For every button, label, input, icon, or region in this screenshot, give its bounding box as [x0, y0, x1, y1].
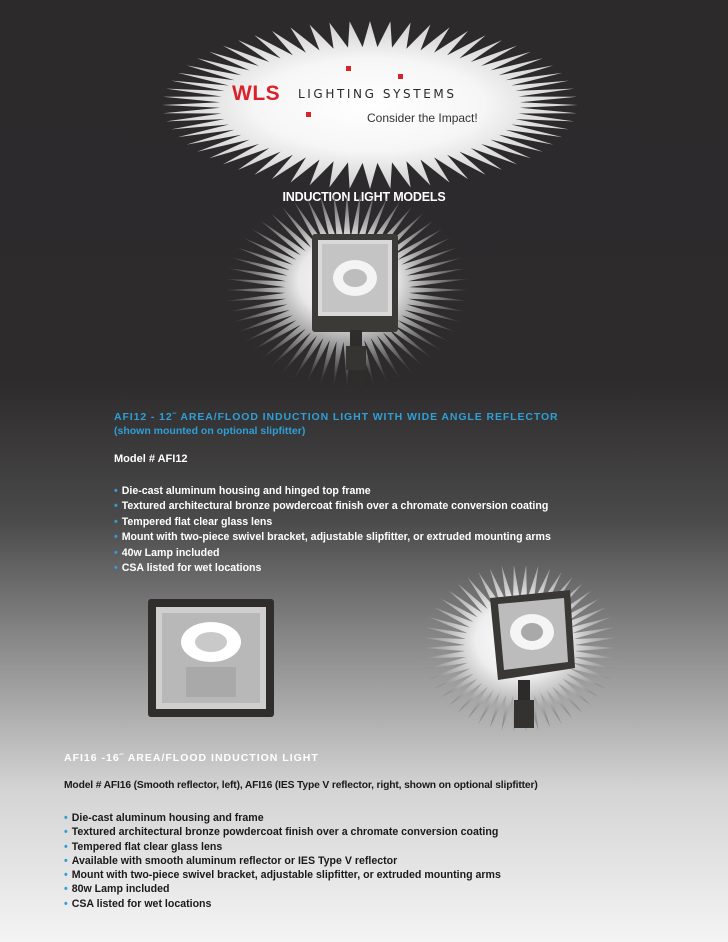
bullet-icon: •: [64, 869, 68, 882]
bullet-icon: •: [114, 515, 118, 528]
brand-name: WLS: [232, 82, 281, 105]
logo-square: [398, 74, 403, 79]
list-item: [64, 811, 501, 825]
afi12-model: Model # AFI12: [114, 453, 188, 465]
list-item: [114, 546, 551, 561]
afi12-title: AFI12 - 12˝ AREA/FLOOD INDUCTION LIGHT WITH WIDE ANGLE REFLECTOR: [114, 411, 559, 423]
afi16-title: AFI16 -16˝ AREA/FLOOD INDUCTION LIGHT: [64, 752, 319, 764]
feature-text: Textured architectural bronze powdercoat finish over a chromate conversion coating: [71, 826, 499, 839]
bullet-icon: •: [64, 854, 68, 867]
list-item: [114, 530, 551, 545]
feature-text: Tempered flat clear glass lens: [71, 840, 223, 853]
logo-square: [306, 112, 311, 117]
wls-logo: [232, 66, 532, 136]
bullet-icon: •: [64, 883, 68, 896]
feature-text: Mount with two-piece swivel bracket, adjustable slipfitter, or extruded mounting arms: [121, 531, 551, 544]
bullet-icon: •: [64, 826, 68, 839]
list-item: [64, 868, 501, 882]
feature-text: Die-cast aluminum housing and hinged top frame: [121, 485, 371, 497]
list-item: [114, 484, 551, 499]
list-item: [64, 897, 501, 911]
bullet-icon: •: [64, 812, 68, 824]
bullet-icon: •: [114, 500, 118, 513]
afi12-header: [114, 410, 714, 438]
bullet-icon: •: [114, 531, 118, 544]
list-item: [114, 515, 551, 530]
list-item: [64, 840, 501, 854]
feature-text: 40w Lamp included: [121, 546, 220, 559]
page-title: INDUCTION LIGHT MODELS: [282, 190, 446, 204]
afi16-model: Model # AFI16 (Smooth reflector, left), AFI16 (IES Type V reflector, right, shown on optional slipfitter): [64, 780, 538, 791]
bullet-icon: •: [114, 546, 118, 559]
afi12-note: (shown mounted on optional slipfitter): [114, 425, 306, 437]
bullet-icon: •: [114, 562, 118, 575]
afi16-feature-list: [64, 811, 501, 911]
logo-square: [346, 66, 351, 71]
list-item: [114, 499, 551, 514]
bullet-icon: •: [64, 897, 68, 910]
afi12-feature-list: [114, 484, 551, 576]
brand-subtitle: LIGHTING SYSTEMS: [298, 87, 457, 101]
bullet-icon: •: [64, 840, 68, 853]
feature-text: 80w Lamp included: [71, 883, 170, 896]
afi12-fixture-image: [310, 230, 400, 390]
afi16-smooth-fixture-image: [146, 597, 276, 719]
list-item: [64, 825, 501, 839]
brand-tagline: Consider the Impact!: [367, 111, 478, 125]
feature-text: Available with smooth aluminum reflector or IES Type V reflector: [71, 854, 398, 867]
list-item: [64, 882, 501, 896]
feature-text: Mount with two-piece swivel bracket, adjustable slipfitter, or extruded mounting arms: [71, 869, 501, 882]
feature-text: Tempered flat clear glass lens: [121, 515, 273, 528]
feature-text: CSA listed for wet locations: [121, 562, 262, 575]
feature-text: Textured architectural bronze powdercoat finish over a chromate conversion coating: [121, 500, 549, 513]
bullet-icon: •: [114, 485, 118, 497]
list-item: [64, 854, 501, 868]
feature-text: CSA listed for wet locations: [71, 897, 212, 910]
afi16-type-v-fixture-image: [470, 588, 580, 738]
feature-text: Die-cast aluminum housing and frame: [71, 812, 264, 824]
